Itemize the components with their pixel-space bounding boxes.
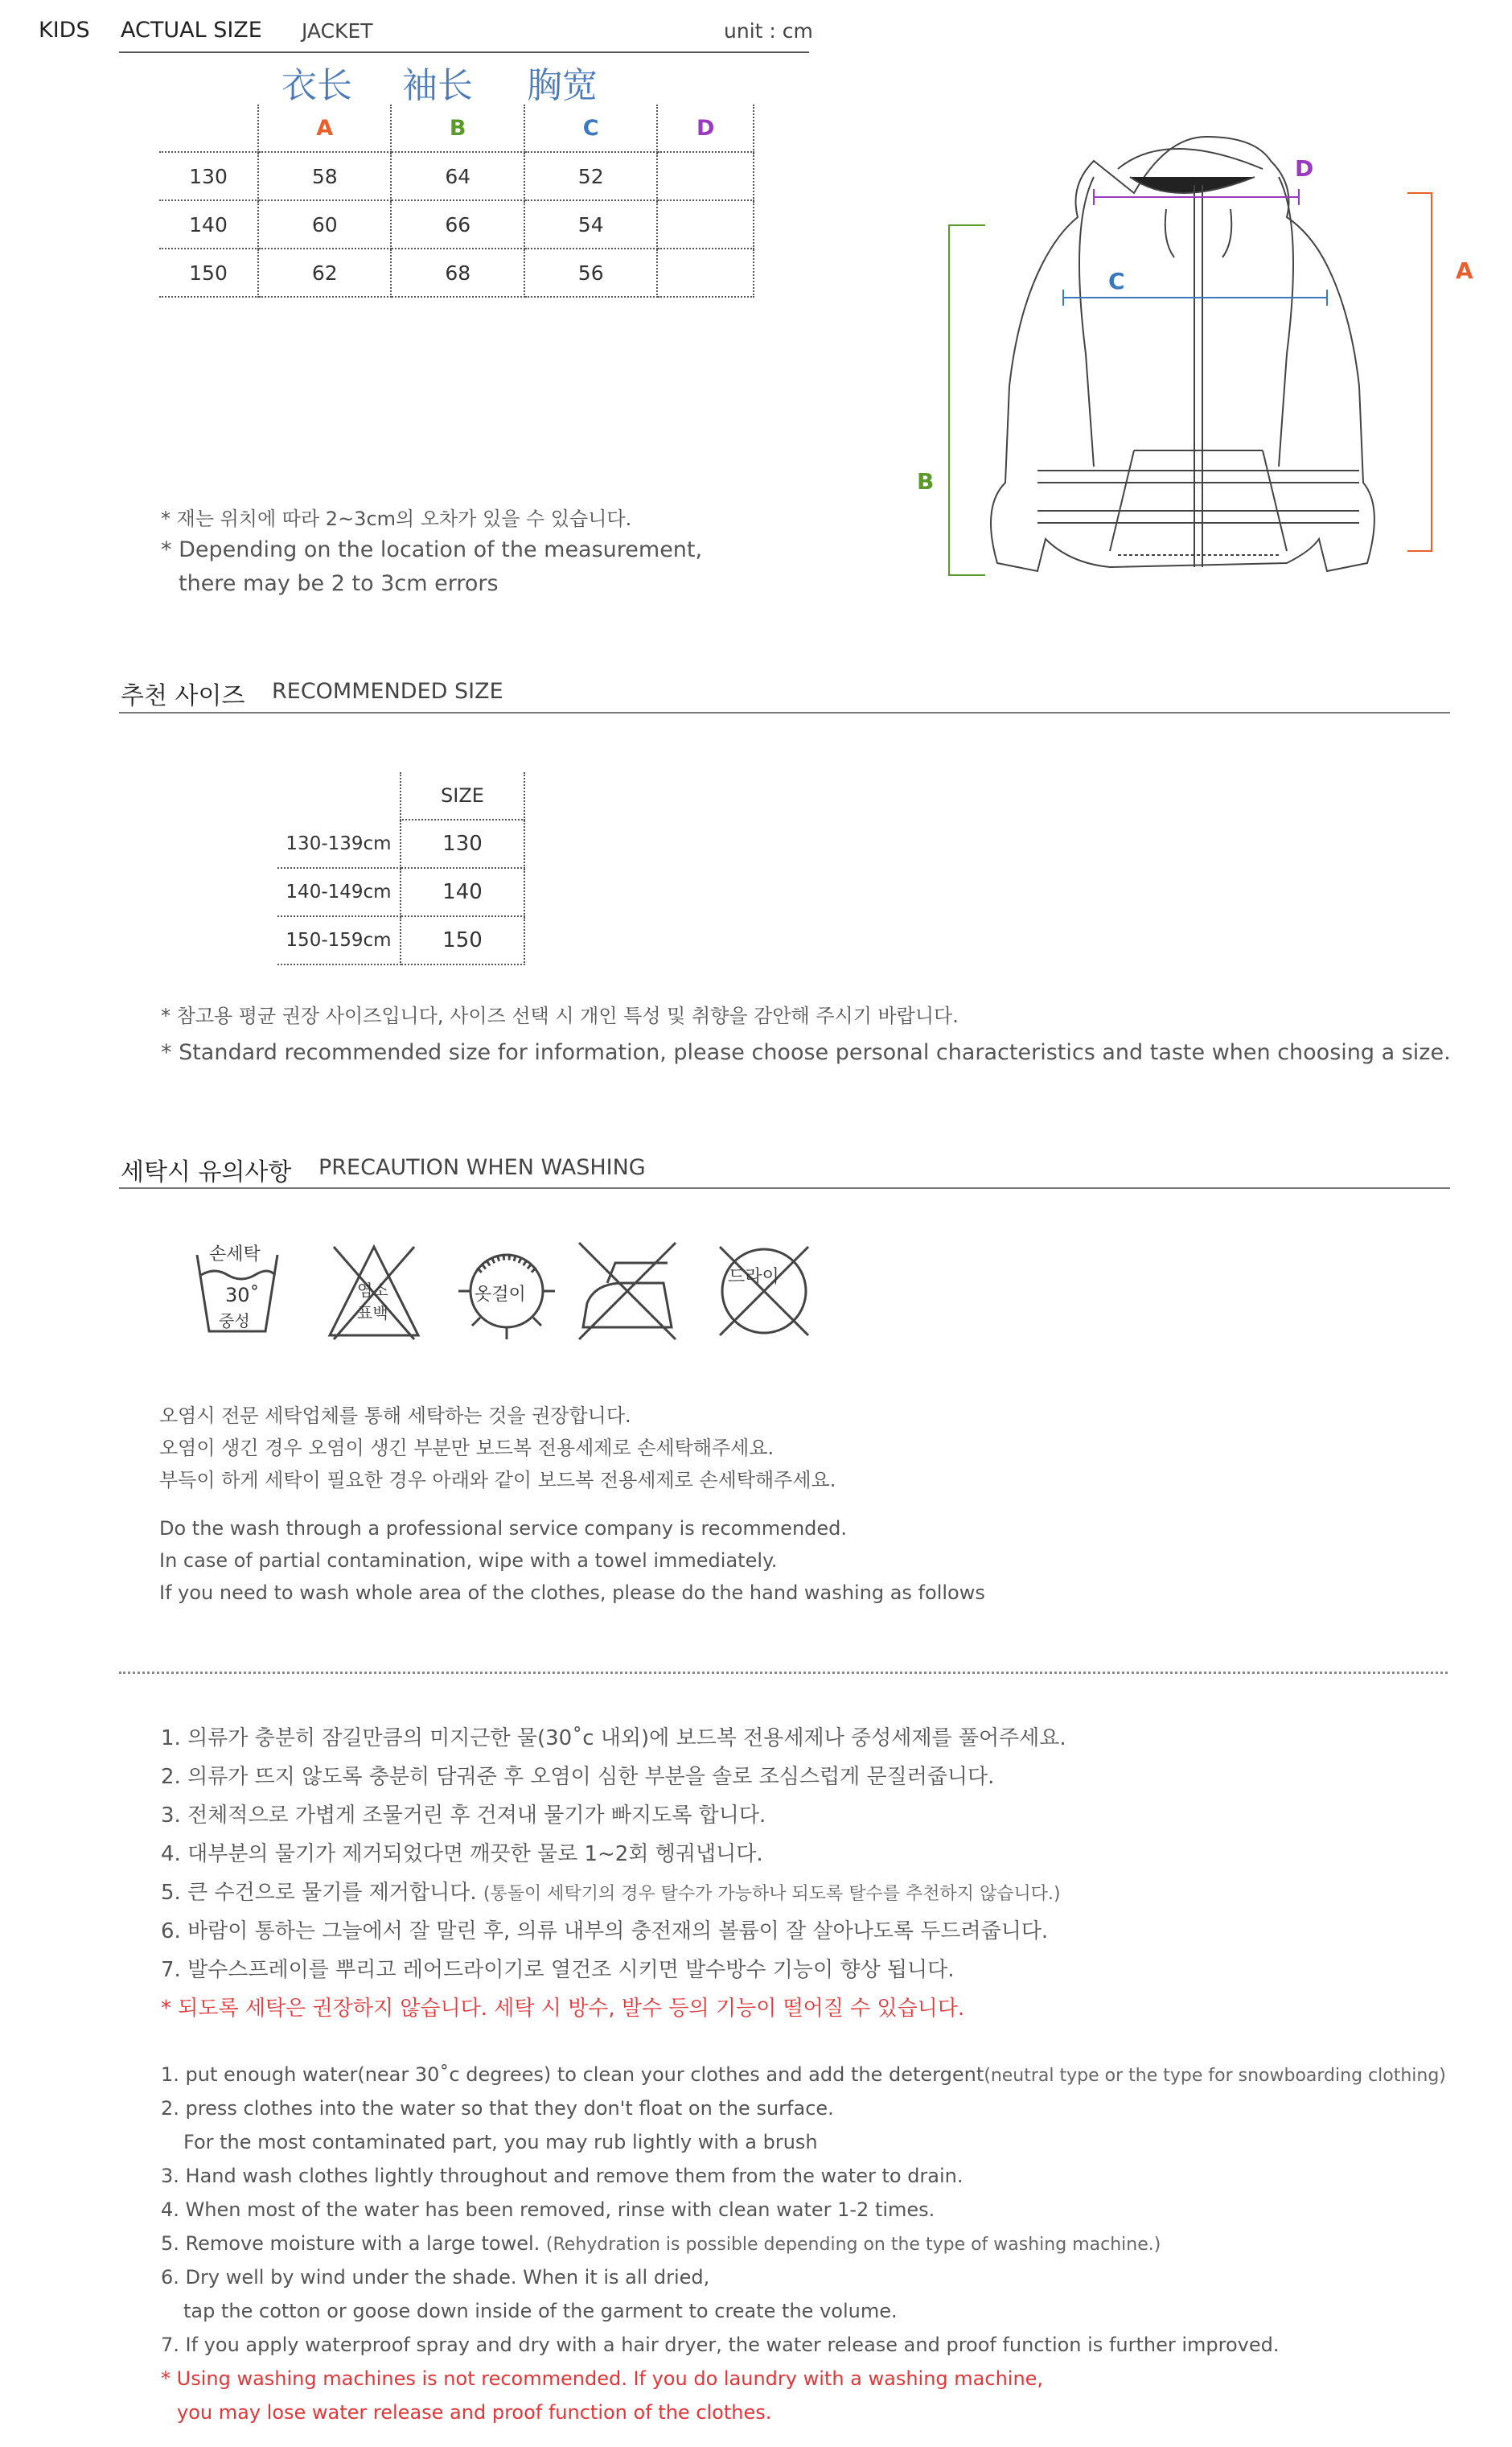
cell: 60 <box>258 200 391 249</box>
cell <box>657 249 754 297</box>
step-en-2: 2. press clothes into the water so that they don't float on the surface. <box>161 2097 834 2120</box>
step-en-5-note: (Rehydration is possible depending on the type of washing machine.) <box>545 2235 1161 2255</box>
recommended-divider <box>119 712 1450 714</box>
step-en-1-note: (neutral type or the type for snowboarding clothing) <box>984 2066 1446 2086</box>
diagram-label-b: B <box>917 468 935 495</box>
measure-note-en-2: there may be 2 to 3cm errors <box>179 571 499 596</box>
warning-en-2: you may lose water release and proof function of the clothes. <box>177 2401 772 2424</box>
hang-dry-label: 옷걸이 <box>475 1285 526 1305</box>
washing-title-ko: 세탁시 유의사항 <box>121 1158 292 1186</box>
cell <box>657 152 754 200</box>
cell: 130-139cm <box>277 820 401 868</box>
cell: 66 <box>391 200 524 249</box>
no-bleach-label-2: 표백 <box>357 1303 388 1322</box>
table-row <box>277 820 524 868</box>
table-row <box>159 200 754 249</box>
header-divider <box>119 51 809 53</box>
table-row <box>277 868 524 916</box>
wash-ko-line-3: 부득이 하게 세탁이 필요한 경우 아래와 같이 보드복 전용세제로 손세탁해주세요. <box>159 1469 836 1491</box>
size-col-c: C <box>524 105 657 152</box>
step-ko-5-text: 5. 큰 수건으로 물기를 제거합니다. <box>161 1881 477 1905</box>
measure-note-ko: * 재는 위치에 따라 2~3cm의 오차가 있을 수 있습니다. <box>161 508 632 530</box>
table-row <box>159 152 754 200</box>
cell: 140 <box>401 868 524 916</box>
diagram-label-c: C <box>1108 268 1125 294</box>
cell: 150 <box>159 249 258 297</box>
no-bleach-label-1: 염소 <box>357 1281 388 1300</box>
recommended-title-en: RECOMMENDED SIZE <box>272 679 503 704</box>
cell: 130 <box>159 152 258 200</box>
step-ko-4: 4. 대부분의 물기가 제거되었다면 깨끗한 물로 1~2회 헹궈냅니다. <box>161 1842 763 1866</box>
step-en-2b: For the most contaminated part, you may rub lightly with a brush <box>183 2131 818 2153</box>
step-ko-6: 6. 바람이 통하는 그늘에서 잘 말린 후, 의류 내부의 충전재의 볼륨이 잘 살아나도록 두드려줍니다. <box>161 1919 1049 1943</box>
step-ko-2: 2. 의류가 뜨지 않도록 충분히 담궈준 후 오염이 심한 부분을 솔로 조심스럽게 문질러줍니다. <box>161 1765 995 1789</box>
step-ko-1: 1. 의류가 충분히 잠길만큼의 미지근한 물(30˚c 내외)에 보드복 전용세제나 중성세제를 풀어주세요. <box>161 1726 1066 1750</box>
no-dry-clean-icon <box>712 1239 816 1343</box>
recommended-size-header: SIZE <box>401 772 524 820</box>
hang-dry-icon <box>454 1239 559 1343</box>
wash-ko-line-2: 오염이 생긴 경우 오염이 생긴 부분만 보드복 전용세제로 손세탁해주세요. <box>159 1437 774 1459</box>
step-ko-5-note: (통돌이 세탁기의 경우 탈수가 가능하나 되도록 탈수를 추천하지 않습니다.) <box>483 1884 1061 1904</box>
cell: 56 <box>524 249 657 297</box>
cell: 130 <box>401 820 524 868</box>
step-en-5 <box>161 2232 1161 2255</box>
step-en-5-text: 5. Remove moisture with a large towel. <box>161 2232 540 2255</box>
step-en-6: 6. Dry well by wind under the shade. When it is all dried, <box>161 2266 710 2289</box>
cell: 58 <box>258 152 391 200</box>
cell: 68 <box>391 249 524 297</box>
unit-label: unit : cm <box>724 19 813 43</box>
wash-en-line-3: If you need to wash whole area of the clothes, please do the hand washing as follows <box>159 1581 985 1604</box>
step-en-7: 7. If you apply waterproof spray and dry with a hair dryer, the water release and proof function is further improved. <box>161 2334 1280 2356</box>
jacket-label: JACKET <box>302 19 373 43</box>
no-bleach-icon <box>322 1239 426 1343</box>
recommended-note-ko: * 참고용 평균 권장 사이즈입니다, 사이즈 선택 시 개인 특성 및 취향을 감안해 주시기 바랍니다. <box>161 1005 959 1027</box>
recommended-note-en: * Standard recommended size for information, please choose personal characteristics and taste when choosing a size. <box>161 1040 1451 1065</box>
step-en-1-text: 1. put enough water(near 30˚c degrees) to clean your clothes and add the detergent <box>161 2063 984 2086</box>
measure-note-en-1: * Depending on the location of the measurement, <box>161 537 703 562</box>
recommended-title-ko: 추천 사이즈 <box>121 682 245 710</box>
step-ko-5 <box>161 1876 1061 1906</box>
size-table <box>159 105 754 298</box>
step-ko-7: 7. 발수스프레이를 뿌리고 레어드라이기로 열건조 시키면 발수방수 기능이 향상 됩니다. <box>161 1958 955 1982</box>
cell: 140-149cm <box>277 868 401 916</box>
diagram-label-a: A <box>1456 257 1473 284</box>
warning-ko: * 되도록 세탁은 권장하지 않습니다. 세탁 시 방수, 발수 등의 기능이 떨어질 수 있습니다. <box>161 1997 965 2021</box>
no-dry-clean-label: 드라이 <box>728 1267 779 1287</box>
cell: 150 <box>401 916 524 964</box>
washing-divider <box>119 1187 1450 1189</box>
cell <box>277 772 401 820</box>
cn-label-length: 衣长 <box>281 65 352 106</box>
wash-en-line-1: Do the wash through a professional service company is recommended. <box>159 1517 848 1540</box>
step-en-6b: tap the cotton or goose down inside of the garment to create the volume. <box>183 2300 898 2322</box>
cell: 62 <box>258 249 391 297</box>
cell <box>657 200 754 249</box>
step-en-1 <box>161 2063 1446 2086</box>
step-en-3: 3. Hand wash clothes lightly throughout and remove them from the water to drain. <box>161 2165 963 2187</box>
cell: 140 <box>159 200 258 249</box>
table-row <box>159 249 754 297</box>
diagram-label-d: D <box>1295 155 1314 182</box>
jacket-diagram <box>933 129 1480 595</box>
step-en-4: 4. When most of the water has been removed, rinse with clean water 1-2 times. <box>161 2198 935 2221</box>
no-iron-icon <box>575 1239 680 1343</box>
cn-label-sleeve: 袖长 <box>402 65 473 106</box>
wash-en-line-2: In case of partial contamination, wipe with a towel immediately. <box>159 1549 778 1572</box>
warning-en-1: * Using washing machines is not recommended. If you do laundry with a washing machine, <box>161 2367 1044 2390</box>
hand-wash-label: 손세탁 <box>209 1244 261 1265</box>
cell: 150-159cm <box>277 916 401 964</box>
cell: 64 <box>391 152 524 200</box>
kids-label: KIDS <box>39 18 90 43</box>
step-ko-3: 3. 전체적으로 가볍게 조물거린 후 건져내 물기가 빠지도록 합니다. <box>161 1803 766 1828</box>
hand-wash-neutral: 중성 <box>219 1311 250 1330</box>
hand-wash-temp: 30˚ <box>225 1284 260 1306</box>
cn-label-chest: 胸宽 <box>527 65 598 106</box>
size-col-empty <box>159 105 258 152</box>
size-col-d: D <box>657 105 754 152</box>
hand-wash-icon <box>185 1239 290 1343</box>
recommended-table <box>277 772 525 965</box>
wash-ko-line-1: 오염시 전문 세탁업체를 통해 세탁하는 것을 권장합니다. <box>159 1404 631 1427</box>
size-col-b: B <box>391 105 524 152</box>
cell: 54 <box>524 200 657 249</box>
table-row <box>277 916 524 964</box>
actual-size-label: ACTUAL SIZE <box>121 18 262 43</box>
dotted-divider <box>119 1672 1448 1674</box>
size-col-a: A <box>258 105 391 152</box>
cell: 52 <box>524 152 657 200</box>
washing-title-en: PRECAUTION WHEN WASHING <box>318 1155 646 1180</box>
size-table-header <box>159 105 754 152</box>
recommended-header <box>277 772 524 820</box>
